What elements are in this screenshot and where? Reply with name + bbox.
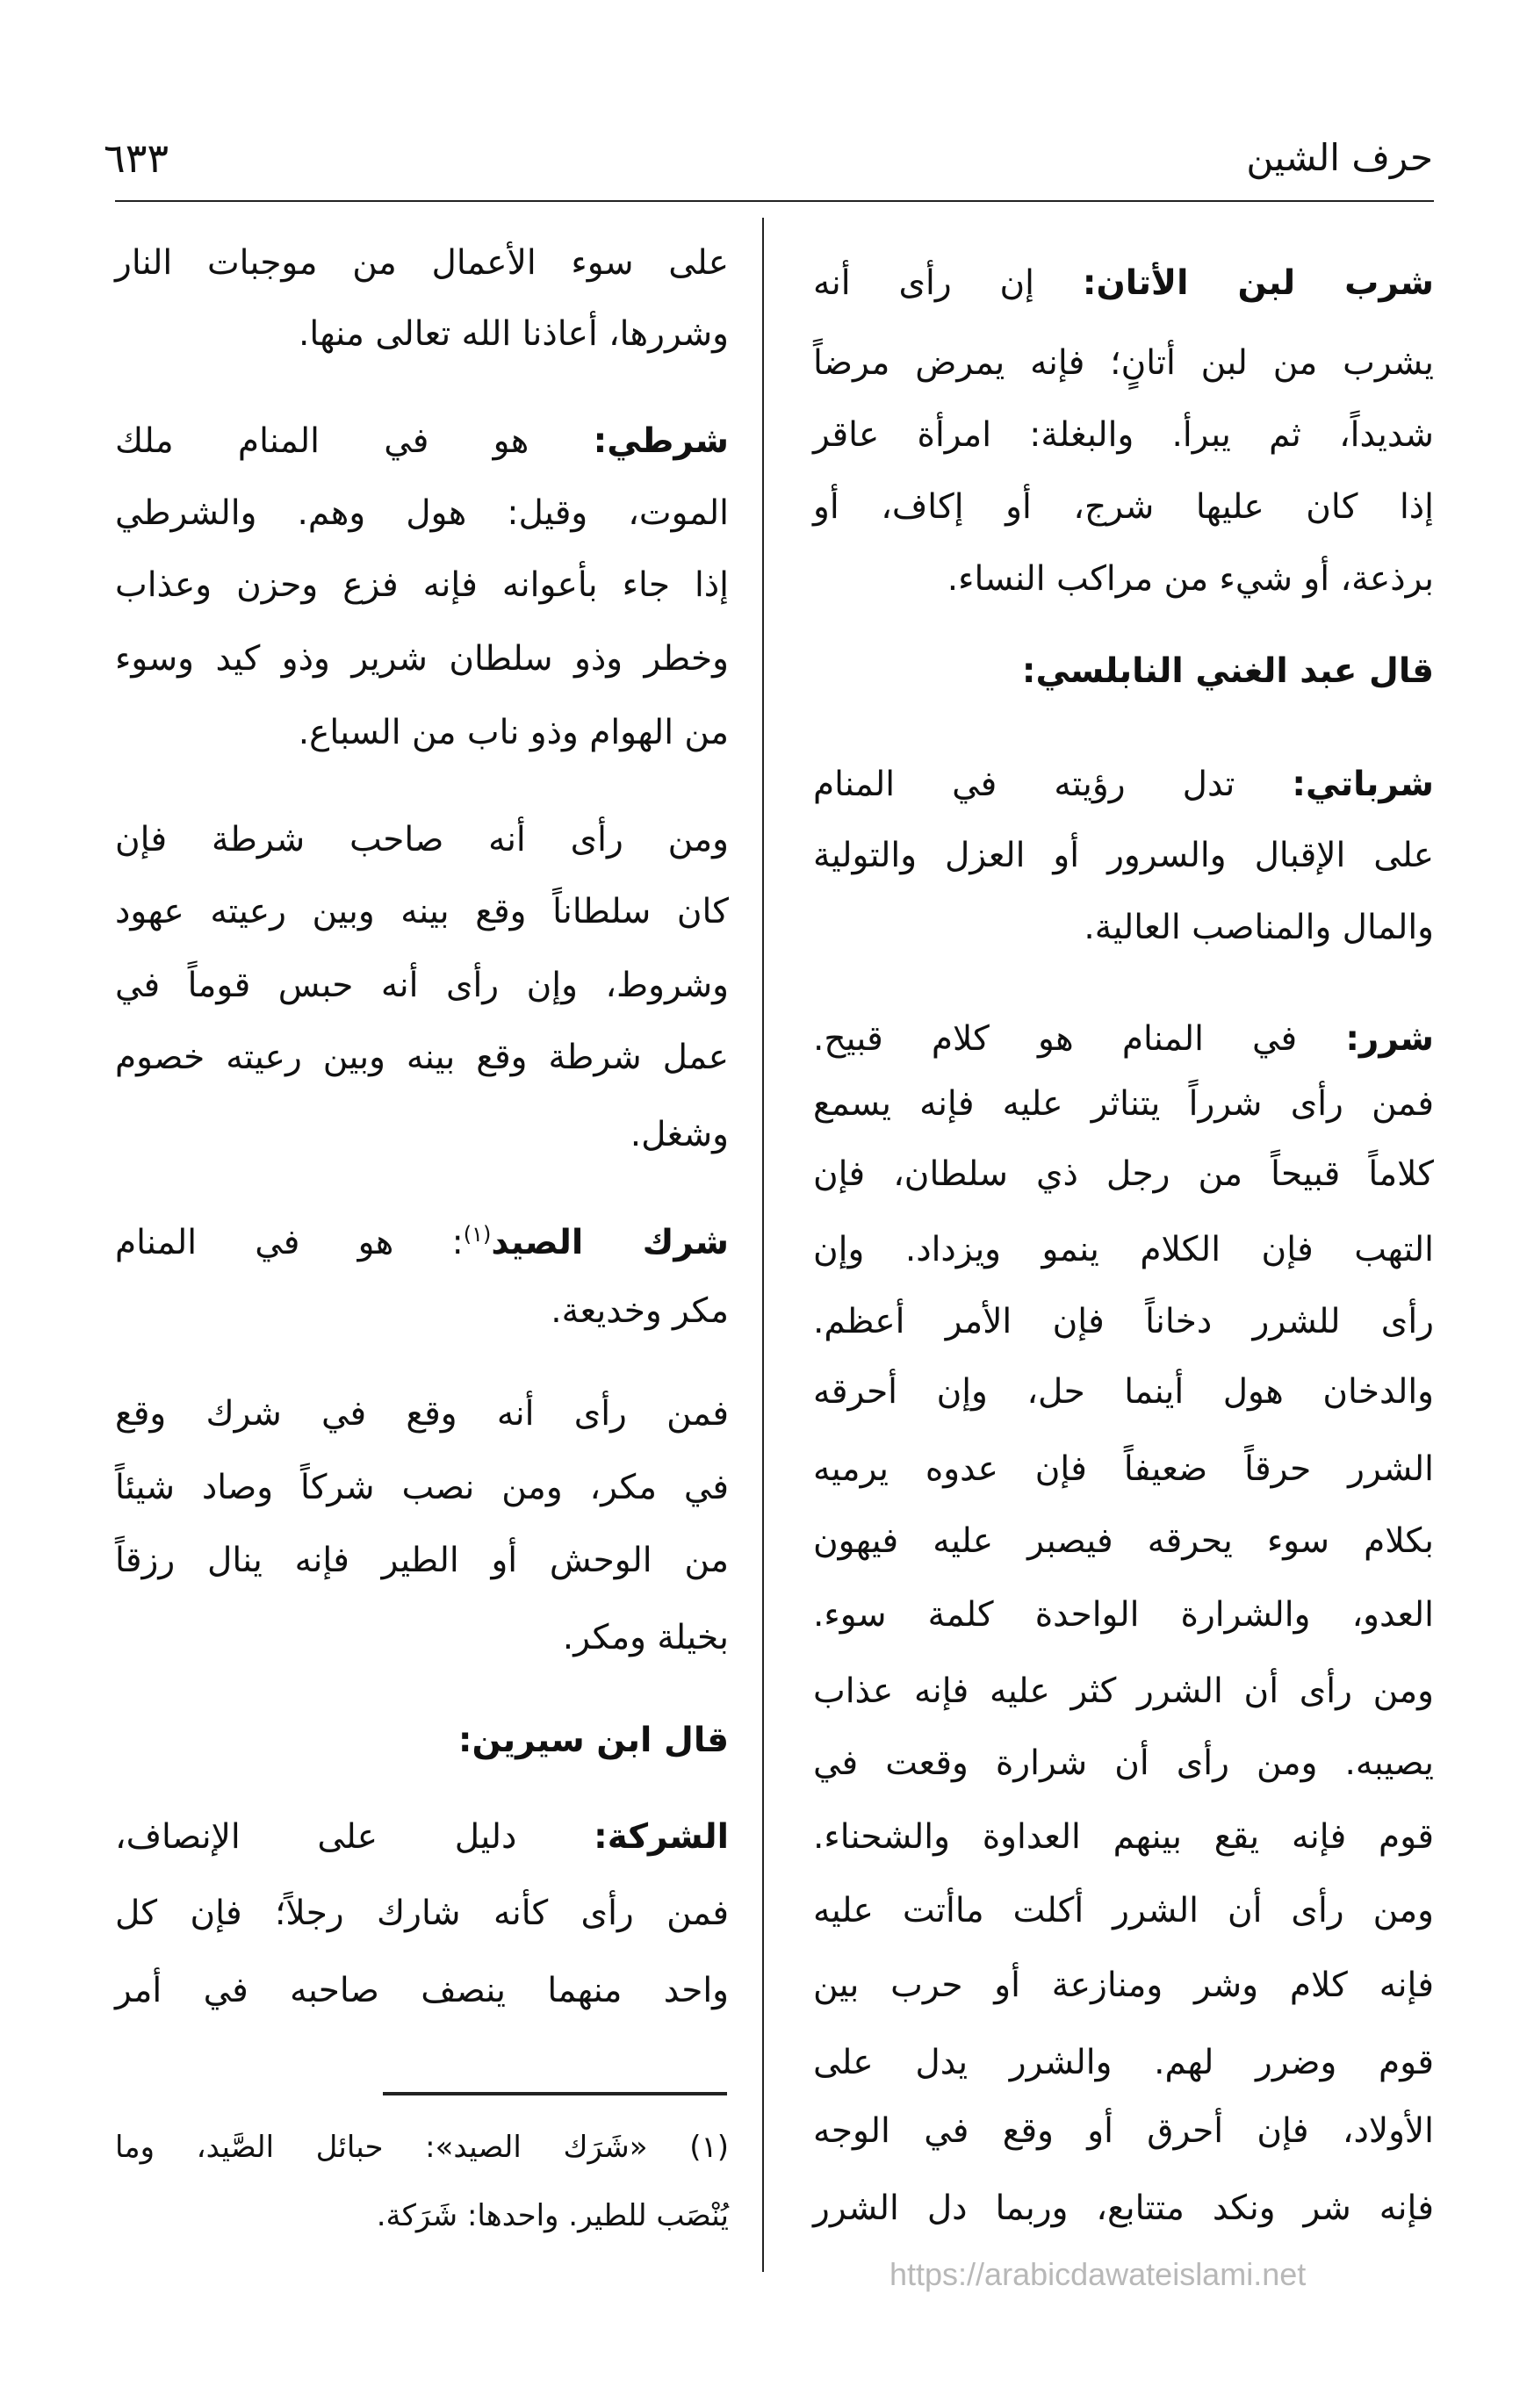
text-line: كان سلطاناً وقع بينه وبين رعيته عهود	[115, 892, 729, 931]
text-line: كلاماً قبيحاً من رجل ذي سلطان، فإن	[813, 1154, 1434, 1194]
entry-text: تدل رؤيته في المنام	[813, 765, 1293, 804]
text-line: فإنه شر ونكد متتابع، وربما دل الشرر	[813, 2189, 1434, 2228]
text-line: الموت، وقيل: هول وهم. والشرطي	[115, 493, 729, 533]
text-line: والمال والمناصب العالية.	[1084, 908, 1434, 947]
footnote-line: يُنْصَب للطير. واحدها: شَرَكة.	[376, 2198, 729, 2233]
text-line: قوم وضرر لهم. والشرر يدل على	[813, 2043, 1434, 2082]
entry-text: هو في المنام ملك	[115, 421, 594, 461]
text-line: العدو، والشرارة الواحدة كلمة سوء.	[813, 1595, 1434, 1635]
text-line: يصيبه. ومن رأى أن شرارة وقعت في	[813, 1743, 1434, 1783]
text-line: وشغل.	[630, 1115, 729, 1154]
entry-headword: شرباتي:	[1292, 765, 1434, 804]
text-line: إذا كان عليها شرج، أو إكاف، أو	[813, 487, 1434, 527]
entry-headword: شرطي:	[593, 421, 729, 461]
footnote-line: (١) «شَرَك الصيد»: حبائل الصَّيد، وما	[115, 2130, 729, 2165]
section-heading: قال عبد الغني النابلسي:	[1021, 651, 1434, 691]
page-number: ٦٣٣	[104, 134, 169, 182]
text-line	[115, 415, 729, 468]
text-line: والدخان هول أينما حل، وإن أحرقه	[813, 1372, 1434, 1412]
text-line	[813, 1013, 1434, 1066]
text-line: ومن رأى أنه صاحب شرطة فإن	[115, 820, 729, 859]
footnote-rule	[383, 2092, 727, 2095]
entry-text: دليل على الإنصاف،	[115, 1817, 594, 1857]
text-line: على سوء الأعمال من موجبات النار	[115, 243, 729, 283]
text-line: على الإقبال والسرور أو العزل والتولية	[813, 836, 1434, 875]
text-line: شديداً، ثم يبرأ. والبغلة: امرأة عاقر	[813, 415, 1434, 455]
text-line: الأولاد، فإن أحرق أو وقع في الوجه	[813, 2111, 1434, 2151]
text-line: وشروط، وإن رأى أنه حبس قوماً في	[115, 966, 729, 1005]
column-divider	[762, 218, 764, 2272]
text-line: إذا جاء بأعوانه فإنه فزع وحزن وعذاب	[115, 565, 729, 605]
text-line	[115, 1811, 729, 1864]
text-line: من الهوام وذو ناب من السباع.	[298, 713, 729, 752]
text-line: بخيلة ومكر.	[562, 1618, 729, 1657]
text-line: رأى للشرر دخاناً فإن الأمر أعظم.	[813, 1302, 1434, 1341]
text-line: التهب فإن الكلام ينمو ويزداد. وإن	[813, 1230, 1434, 1269]
entry-headword: الشركة:	[594, 1817, 729, 1857]
text-line: وخطر وذو سلطان شرير وذو كيد وسوء	[115, 639, 729, 679]
text-line: وشررها، أعاذنا الله تعالى منها.	[299, 314, 729, 354]
text-line: الشرر حرقاً ضعيفاً فإن عدوه يرميه	[813, 1449, 1434, 1489]
footnote-marker[interactable]: (١)	[463, 1222, 492, 1247]
entry-text: : هو في المنام	[115, 1223, 464, 1262]
text-line: فمن رأى أنه وقع في شرك وقع	[115, 1394, 729, 1434]
entry-headword: شرب لبن الأتان:	[1082, 263, 1434, 303]
text-line	[813, 758, 1434, 811]
text-line: فمن رأى شرراً يتناثر عليه فإنه يسمع	[813, 1084, 1434, 1124]
entry-headword: شرك الصيد	[491, 1223, 729, 1262]
section-heading: قال ابن سيرين:	[457, 1721, 729, 1760]
text-line: واحد منهما ينصف صاحبه في أمر	[115, 1971, 729, 2010]
text-line	[813, 257, 1434, 310]
text-line	[115, 1208, 729, 1261]
text-line: بكلام سوء يحرقه فيصبر عليه فيهون	[813, 1521, 1434, 1561]
text-line: مكر وخديعة.	[551, 1291, 729, 1331]
entry-text: إن رأى أنه	[813, 263, 1083, 303]
running-header-title: حرف الشين	[1246, 136, 1433, 179]
text-line: فمن رأى كأنه شارك رجلاً؛ فإن كل	[115, 1894, 729, 1933]
text-line: ومن رأى أن الشرر كثر عليه فإنه عذاب	[813, 1671, 1434, 1711]
text-line: فإنه كلام وشر ومنازعة أو حرب بين	[813, 1966, 1434, 2005]
entry-headword: شرر:	[1345, 1019, 1434, 1059]
text-line: يشرب من لبن أتانٍ؛ فإنه يمرض مرضاً	[813, 343, 1434, 383]
text-line: عمل شرطة وقع بينه وبين رعيته خصوم	[115, 1038, 729, 1077]
text-line: في مكر، ومن نصب شركاً وصاد شيئاً	[115, 1468, 729, 1507]
watermark: https://arabicdawateislami.net	[889, 2256, 1307, 2292]
text-line: ومن رأى أن الشرر أكلت ماأتت عليه	[813, 1891, 1434, 1930]
entry-text: في المنام هو كلام قبيح.	[813, 1019, 1346, 1059]
text-line: من الوحش أو الطير فإنه ينال رزقاً	[115, 1541, 729, 1580]
header-rule	[115, 200, 1434, 202]
text-line: برذعة، أو شيء من مراكب النساء.	[947, 559, 1434, 599]
text-line: قوم فإنه يقع بينهم العداوة والشحناء.	[813, 1817, 1434, 1857]
